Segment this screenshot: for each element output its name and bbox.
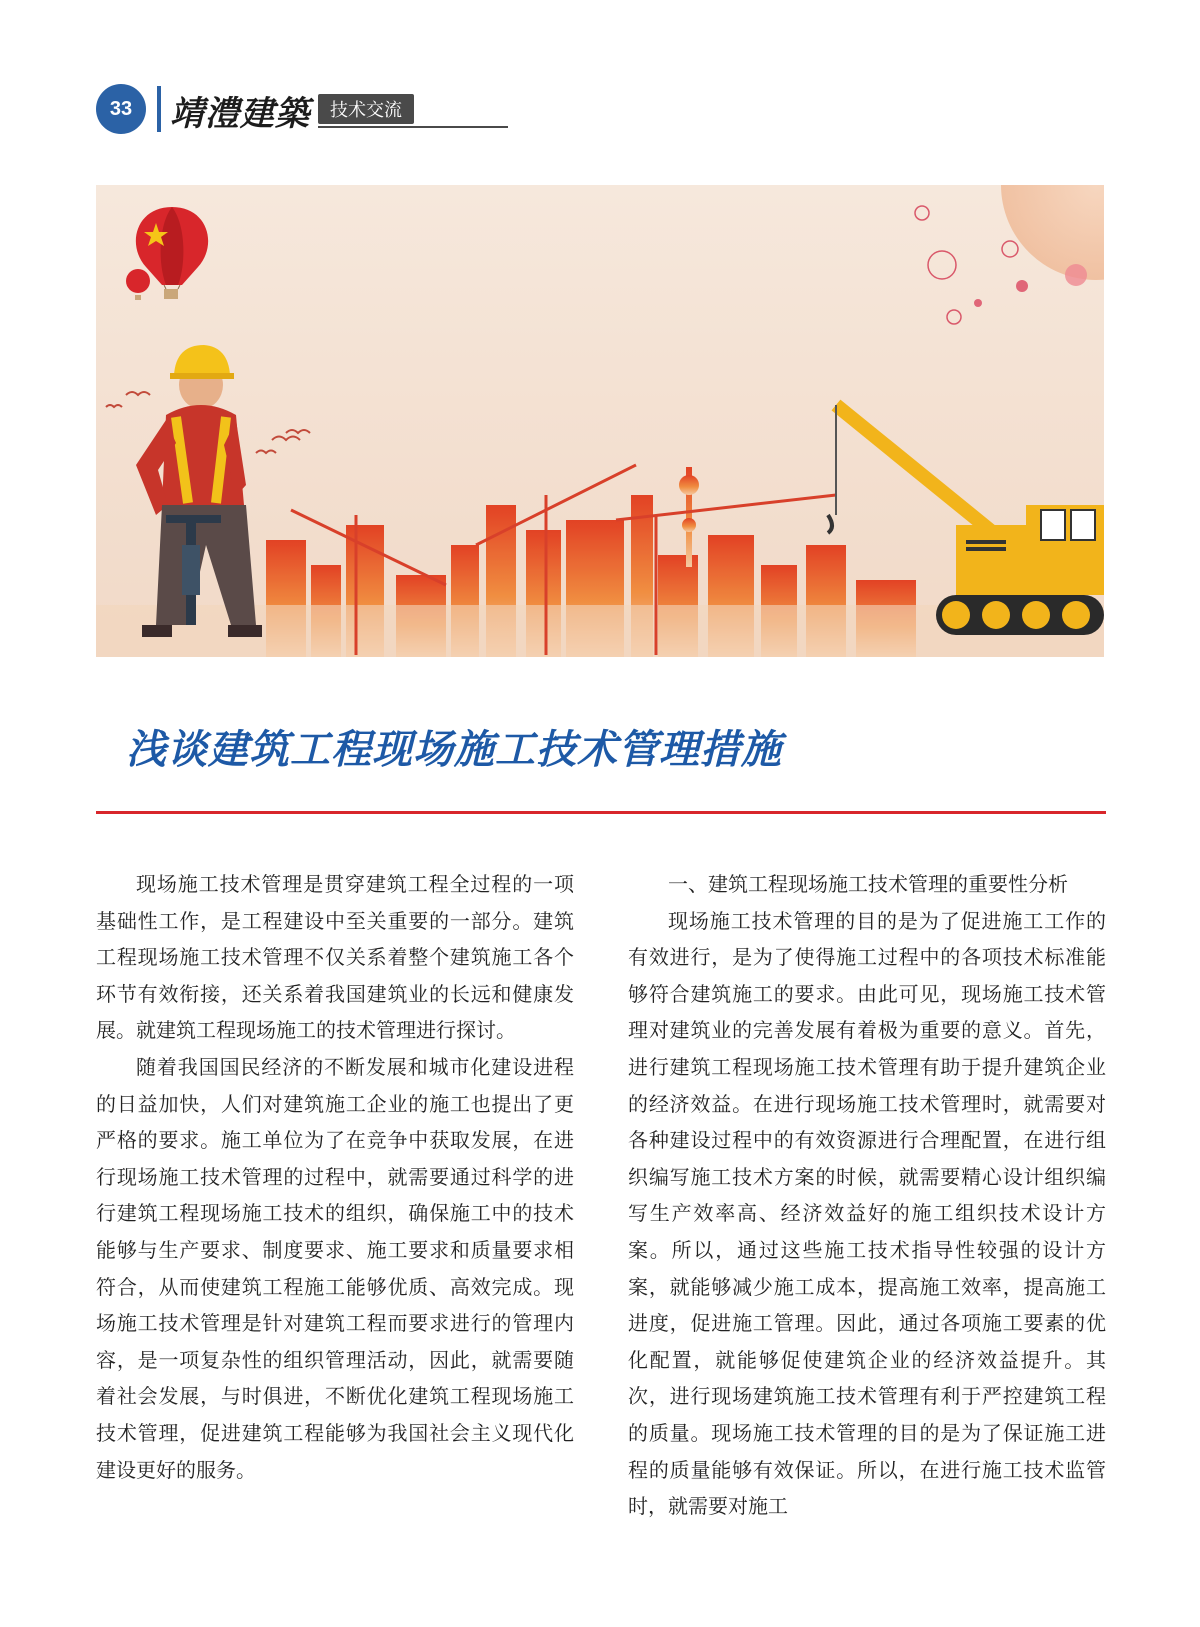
article-title: 浅谈建筑工程现场施工技术管理措施 xyxy=(126,727,782,773)
page-number-badge: 33 xyxy=(96,84,146,134)
section-heading: 一、建筑工程现场施工技术管理的重要性分析 xyxy=(668,872,1068,896)
left-column xyxy=(96,866,574,1488)
paragraph: 随着我国国民经济的不断发展和城市化建设进程的日益加快，人们对建筑施工企业的施工也提出了更严格的要求。施工单位为了在竞争中获取发展，在进行现场施工技术管理的过程中，就需要通过科学的进行建筑工程现场施工技术的组织，确保施工中的技术能够与生产要求、制度要求、施工要求和质量要求相符合，从而使建筑工程施工能够优质、高效完成。现场施工技术管理是针对建筑工程而要求进行的管理内容，是一项复杂性的组织管理活动，因此，就需要随着社会发展，与时俱进，不断优化建筑工程现场施工技术管理，促进建筑工程能够为我国社会主义现代化建设更好的服务。 xyxy=(96,1054,574,1482)
header-divider xyxy=(157,86,161,132)
section-underline xyxy=(318,126,508,128)
right-column xyxy=(628,866,1106,1525)
paragraph: 现场施工技术管理的目的是为了促进施工工作的有效进行，是为了使得施工过程中的各项技术标准能够符合建筑施工的要求。由此可见，现场施工技术管理对建筑业的完善发展有着极为重要的意义。首先，进行建筑工程现场施工技术管理有助于提升建筑企业的经济效益。在进行现场施工技术管理时，就需要对各种建设过程中的有效资源进行合理配置，在进行组织编写施工技术方案的时候，就需要精心设计组织编写生产效率高、经济效益好的施工组织技术设计方案。所以，通过这些施工技术指导性较强的设计方案，就能够减少施工成本，提高施工效率，提高施工进度，促进施工管理。因此，通过各项施工要素的优化配置，就能够促使建筑企业的经济效益提升。其次，进行现场建筑施工技术管理有利于严控建筑工程的质量。现场施工技术管理的目的是为了保证施工进程的质量能够有效保证。所以，在进行施工技术监管时，就需要对施工 xyxy=(628,908,1106,1519)
magazine-name: 靖澧建築 xyxy=(170,94,310,134)
banner-illustration xyxy=(96,185,1104,657)
title-rule xyxy=(96,811,1106,814)
page-header xyxy=(96,84,416,134)
section-tag: 技术交流 xyxy=(318,94,414,124)
paragraph: 现场施工技术管理是贯穿建筑工程全过程的一项基础性工作，是工程建设中至关重要的一部分。建筑工程现场施工技术管理不仅关系着整个建筑施工各个环节有效衔接，还关系着我国建筑业的长远和健康发展。就建筑工程现场施工的技术管理进行探讨。 xyxy=(96,872,574,1043)
